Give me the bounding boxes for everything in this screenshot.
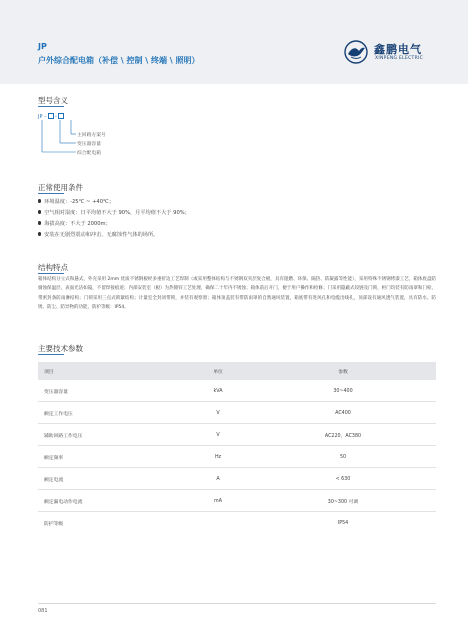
row-unit: V [216,432,220,438]
section-underline [38,193,64,194]
table-row [38,402,436,424]
table-row [38,446,436,468]
model-section-title: 型号含义 [38,96,68,105]
row-value: IP54 [337,520,349,526]
model-label-scheme: 主回路方案号 [77,133,106,138]
params-section-title: 主要技术参数 [38,344,83,353]
row-value: < 630 [335,476,351,482]
logo-cn-text: 鑫鹏电气 [374,43,422,56]
model-label-capacity: 变压器容量 [77,142,101,147]
row-value: AC400 [335,410,351,416]
condition-item: 安装在无剧烈震动和冲击、无腐蚀性气体的场所。 [38,231,158,238]
params-table [38,362,436,534]
section-underline [38,354,64,355]
structure-section-title: 结构特点 [38,263,68,272]
row-item: 防护等级 [44,521,64,527]
row-item: 辅助回路工作电压 [44,433,83,439]
section-underline [38,273,64,274]
model-code-sep: – [44,114,47,120]
header-item: 项目 [44,369,54,375]
bullet-icon [38,221,41,224]
structure-paragraph: 箱体结构分立式和悬式，外壳采用 2mm 优质不锈钢板经多重折边工艺焊制（或采用整体结构与不锈钢双夹层复合板，具有阻燃、环保、隔热、防凝露等性能），采用特殊不锈钢烤漆工艺，箱体底盘防腐蚀保温层，表面光洁如镜，不留焊接痕迹；内部安装室（板）为热镀锌工艺处理，确保二十年内不锈蚀；箱体前后开门，便于用户操作和检修；门采用隐蔽式铰链及门锁，柜门均装有防雨罩和门栓，带密封条防雨淋结构；门锁采用三点式锁紧结构；计量室全封闭带锁，并装有观察窗；箱体顶盖装有带防雨罩的自然通风装置，箱底带有进风孔和电缆出线孔，顶部设有通风透气装置，具有防水、防锈、防尘、防异物的功能，防护等级：IP54。 [38,277,436,311]
table-row [38,424,436,446]
header-unit: 单位 [213,369,223,375]
row-unit: A [216,476,220,482]
row-item: 额定工作电压 [44,411,73,417]
row-value: 30~400 [333,388,353,394]
table-row [38,512,436,534]
table-row [38,380,436,402]
model-label-box: 综合配电箱 [77,151,101,156]
page-number: 081 [38,608,48,614]
footer-divider [38,603,436,604]
row-value: 50 [339,454,347,460]
table-row [38,468,436,490]
bullet-icon [38,210,41,213]
model-code-sep: – [54,114,58,120]
product-title: 户外综合配电箱（补偿 \ 控制 \ 终端 \ 照明） [38,56,200,65]
condition-item: 海拔高度：不大于 2000m； [38,220,111,227]
row-unit: mA [214,498,222,504]
row-unit: V [216,410,220,416]
bullet-icon [38,232,41,235]
conditions-section-title: 正常使用条件 [38,183,83,192]
table-row [38,490,436,512]
condition-item: 空气相对湿度：日平均值不大于 90%，月平均值不大于 90%； [38,209,190,216]
logo-en-text: XINPENG ELECTRIC [375,56,424,61]
row-unit: kVA [213,388,223,394]
condition-item: 环境温度：-25℃ ~ +40℃； [38,198,114,205]
row-value: 30~300 可调 [327,499,359,505]
product-code: JP [38,42,47,51]
header-value: 参数 [338,369,348,375]
row-item: 变压器容量 [44,389,68,395]
row-item: 额定电流 [44,477,64,483]
model-code-prefix: JP [38,114,43,120]
row-unit [186,512,250,534]
row-item: 额定频率 [44,455,64,461]
model-code-diagram [0,0,468,200]
row-item: 额定漏电动作电流 [44,499,83,505]
table-header-row [38,362,436,380]
bullet-icon [38,199,41,202]
row-unit: Hz [214,454,222,460]
row-value: AC220，AC380 [324,433,362,439]
